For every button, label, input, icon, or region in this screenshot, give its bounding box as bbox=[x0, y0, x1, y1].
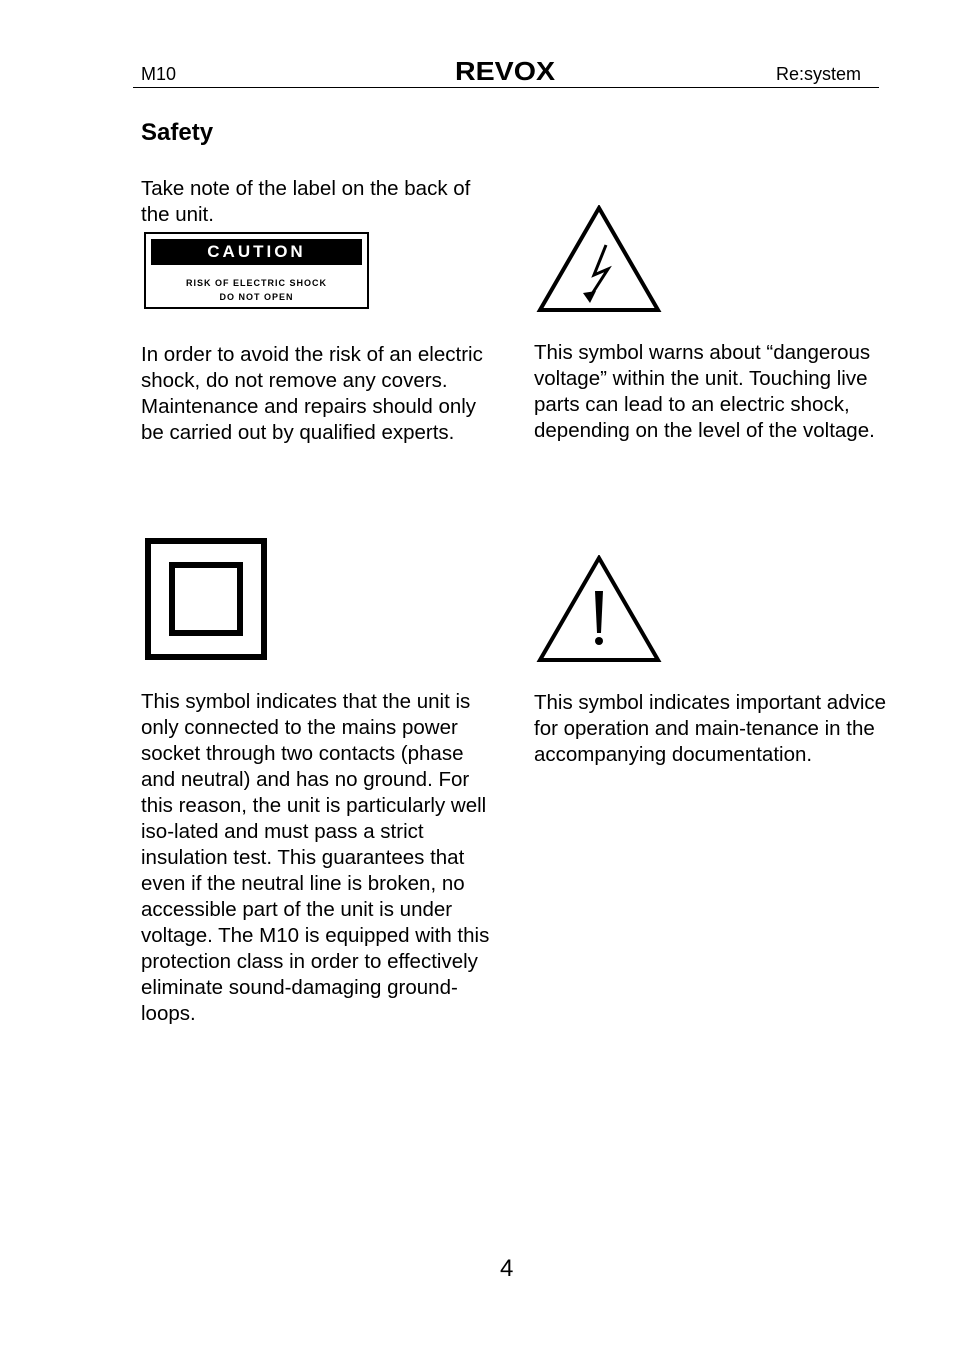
class2-symbol-text: This symbol indicates that the unit is only connected to the mains power socket through two contacts (phase and neutral) and has no ground. For this reason, the unit is particularly well iso-lated and must pass a strict insulation test. This guarantees that even if the neutral line is broken, no accessible part of the unit is under voltage. The M10 is equipped with this protection class in order to effectively eliminate sound-damaging ground-loops. bbox=[141, 690, 490, 1025]
caution-line-2: DO NOT OPEN bbox=[219, 292, 294, 302]
revox-logo bbox=[454, 58, 556, 84]
covers-warning-text: In order to avoid the risk of an electric shock, do not remove any covers. Maintenance and repairs should only be carried out by qualified experts. bbox=[141, 343, 483, 444]
intro-text: Take note of the label on the back of the unit. bbox=[141, 177, 471, 226]
attention-symbol-text: This symbol indicates important advice for operation and main-tenance in the accompanying documentation. bbox=[534, 691, 887, 766]
voltage-symbol-text: This symbol warns about “dangerous voltage” within the unit. Touching live parts can lead to an electric shock, depending on the level of the voltage. bbox=[534, 341, 875, 442]
header-series: Re:system bbox=[776, 64, 862, 84]
header-divider bbox=[133, 87, 879, 88]
class-ii-double-insulation-icon bbox=[145, 538, 267, 660]
caution-label bbox=[144, 232, 369, 309]
page-number: 4 bbox=[500, 1255, 514, 1282]
attention-exclamation-icon bbox=[536, 555, 662, 663]
header-model: M10 bbox=[141, 64, 177, 84]
high-voltage-warning-icon bbox=[536, 205, 662, 313]
caution-line-1: RISK OF ELECTRIC SHOCK bbox=[185, 278, 327, 288]
page-title: Safety bbox=[141, 119, 214, 146]
caution-heading: CAUTION bbox=[151, 239, 362, 265]
svg-text:REVOX: REVOX bbox=[455, 58, 556, 84]
